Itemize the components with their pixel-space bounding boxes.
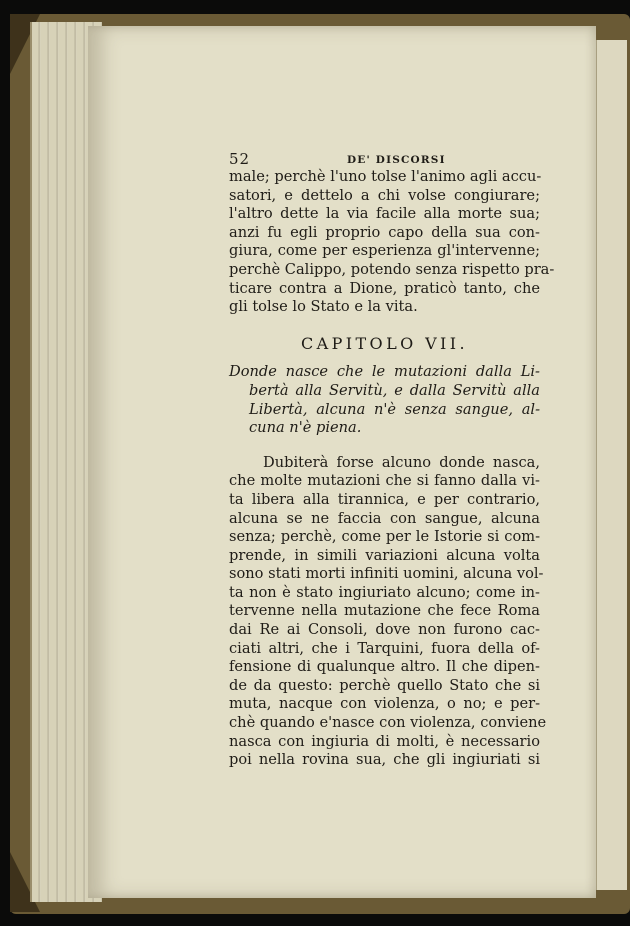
text-line: l'altro dette la via facile alla morte sua; bbox=[229, 205, 540, 223]
text-line: ticare contra a Dione, praticò tanto, che bbox=[229, 279, 540, 297]
text-line: fensione di qualunque altro. Il che dipen- bbox=[229, 658, 540, 676]
summary-line: cuna n'è piena. bbox=[249, 419, 362, 437]
text-line: male; perchè l'uno tolse l'animo agli accu- bbox=[229, 168, 542, 185]
chapter-title: CAPITOLO VII. bbox=[301, 333, 468, 353]
text-line: ciati altri, che i Tarquini, fuora della of- bbox=[229, 639, 540, 657]
body-paragraph bbox=[229, 453, 547, 770]
text-line: giura, come per esperienza gl'intervenne; bbox=[229, 242, 540, 260]
running-head bbox=[229, 150, 540, 168]
summary-line: Donde nasce che le mutazioni dalla Li- bbox=[229, 363, 540, 381]
text-line: satori, e dettelo a chi volse congiurare; bbox=[229, 186, 540, 204]
chapter-summary bbox=[229, 363, 540, 437]
text-line: anzi fu egli proprio capo della sua con- bbox=[229, 223, 540, 241]
text-line: ta non è stato ingiuriato alcuno; come in- bbox=[229, 583, 540, 601]
opening-paragraph bbox=[229, 168, 555, 317]
text-line: ta libera alla tirannica, e per contrario, bbox=[229, 490, 540, 508]
text-line: gli tolse lo Stato e la vita. bbox=[229, 298, 418, 316]
text-line: dai Re ai Consoli, dove non furono cac- bbox=[229, 621, 540, 639]
summary-line: bertà alla Servitù, e dalla Servitù alla bbox=[249, 381, 540, 399]
text-line: sono stati morti infiniti uomini, alcuna vol- bbox=[229, 565, 544, 583]
text-line: tervenne nella mutazione che fece Roma bbox=[229, 602, 540, 620]
text-line: de da questo: perchè quello Stato che si bbox=[229, 676, 540, 694]
summary-line: Libertà, alcuna n'è senza sangue, al- bbox=[249, 400, 540, 418]
page-text bbox=[229, 150, 555, 770]
page-number: 52 bbox=[229, 150, 251, 168]
text-line: poi nella rovina sua, che gli ingiuriati si bbox=[229, 751, 540, 769]
text-line: Dubiterà forse alcuno donde nasca, bbox=[263, 453, 540, 471]
text-line: prende, in simili variazioni alcuna volta bbox=[229, 546, 540, 564]
text-line: chè quando e'nasce con violenza, conviene bbox=[229, 714, 547, 732]
text-line: che molte mutazioni che si fanno dalla vi- bbox=[229, 472, 540, 490]
running-head-title: DE' DISCORSI bbox=[347, 154, 446, 166]
text-line: perchè Calippo, potendo senza rispetto pra- bbox=[229, 260, 555, 278]
facing-page-edge bbox=[596, 40, 627, 890]
text-line: nasca con ingiuria di molti, è necessario bbox=[229, 732, 540, 750]
text-line: muta, nacque con violenza, o no; e per- bbox=[229, 695, 540, 713]
text-line: senza; perchè, come per le Istorie si com- bbox=[229, 528, 540, 546]
text-line: alcuna se ne faccia con sangue, alcuna bbox=[229, 509, 540, 527]
